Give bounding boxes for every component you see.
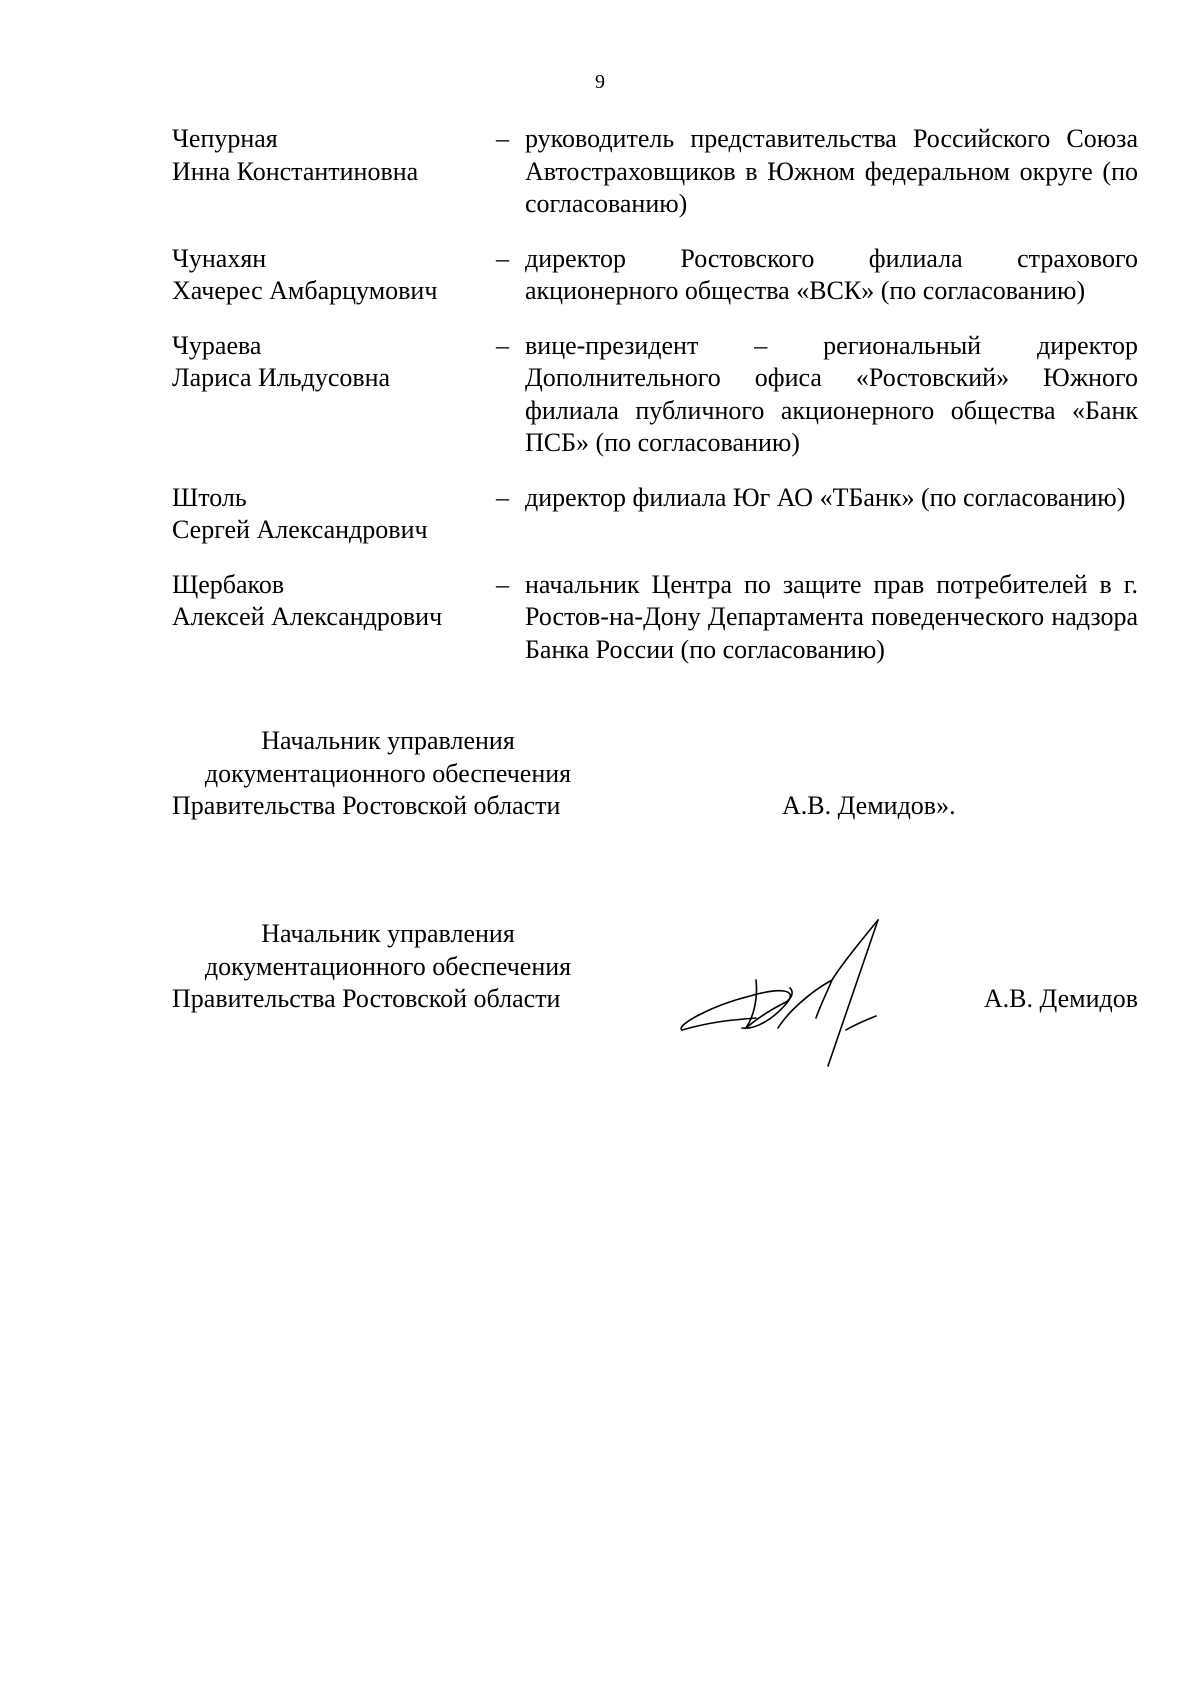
page-number: 9 (595, 71, 605, 93)
member-dash: – (496, 482, 509, 512)
member-surname: Чепурная (172, 124, 278, 153)
appendix-signature-block (172, 725, 1138, 823)
member-position: начальник Центра по защите прав потребителей в г. Ростов-на-Дону Департамента поведенческого надзора Банка России (по согласованию) (525, 569, 1138, 664)
member-dash: – (496, 330, 509, 360)
document-signature-block (172, 918, 1138, 1016)
member-surname: Чунахян (172, 243, 267, 273)
member-surname: Штоль (172, 482, 247, 512)
member-position: директор Ростовского филиала страхового акционерного общества «ВСК» (по согласованию) (525, 243, 1138, 305)
member-name (172, 569, 496, 667)
member-row (172, 482, 1138, 547)
member-surname: Щербаков (172, 569, 285, 599)
member-position: вице-президент – региональный директор Дополнительного офиса «Ростовский» Южного филиала публичного акционерного общества «Банк ПСБ» (по согласованию) (525, 330, 1138, 457)
member-given-names: Инна Константиновна (172, 156, 419, 186)
member-list (172, 123, 1138, 666)
member-given-names: Алексей Александрович (172, 602, 443, 631)
signatory-title (172, 918, 604, 1016)
member-position: руководитель представительства Российского Союза Автостраховщиков в Южном федеральном округе (по согласованию) (525, 124, 1138, 218)
member-position: директор филиала Юг АО «ТБанк» (по согласованию) (525, 482, 1126, 512)
member-name (172, 482, 496, 547)
member-given-names: Хачерес Амбарцумович (172, 276, 438, 305)
member-row (172, 123, 1138, 221)
signatory-name: А.В. Демидов (983, 984, 1138, 1013)
handwritten-signature-icon (670, 918, 950, 1078)
member-given-names: Лариса Ильдусовна (172, 363, 391, 392)
member-dash: – (496, 124, 509, 153)
signatory-title-line: Правительства Ростовской области (172, 791, 561, 820)
signatory-title-line: Начальник управления (261, 726, 515, 755)
member-name (172, 123, 496, 221)
signatory-title-line: документационного обеспечения (204, 758, 572, 788)
member-dash: – (496, 569, 509, 599)
signatory-title-line: документационного обеспечения (204, 951, 572, 981)
member-given-names: Сергей Александрович (172, 515, 428, 544)
member-surname: Чураева (172, 330, 262, 360)
member-row (172, 330, 1138, 460)
member-row (172, 243, 1138, 308)
member-name (172, 243, 496, 308)
signatory-name: А.В. Демидов». (782, 791, 956, 820)
signatory-title-line: Правительства Ростовской области (172, 984, 561, 1013)
member-dash: – (496, 243, 509, 273)
member-row (172, 569, 1138, 667)
member-name (172, 330, 496, 460)
signatory-title-line: Начальник управления (261, 919, 515, 948)
signatory-title (172, 725, 604, 823)
